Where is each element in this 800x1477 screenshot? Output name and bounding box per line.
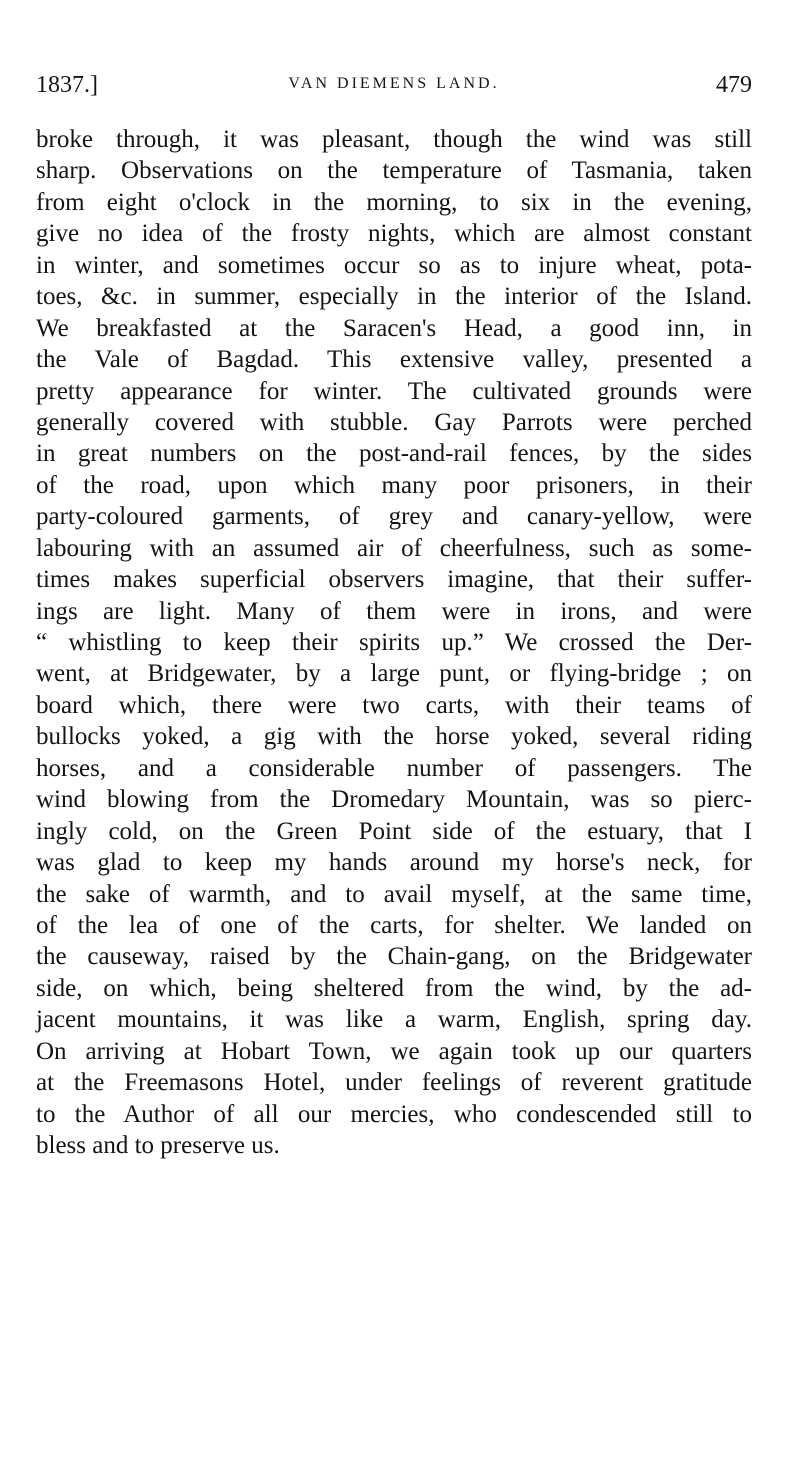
text-line: toes, &c. in summer, especially in the interior of the Island. [36,283,752,311]
text-line: broke through, it was pleasant, though the wind was still [36,126,752,153]
text-line: “ whistling to keep their spirits up.” We crossed the Der- [36,629,752,656]
text-line: wind blowing from the Dromedary Mountain, was so pierc- [36,786,752,814]
text-line: the sake of warmth, and to avail myself, at the same time, [36,880,752,908]
text-line: to the Author of all our mercies, who condescended still to [36,1100,752,1128]
text-line: pretty appearance for winter. The cultivated grounds were [36,377,752,405]
text-line: bullocks yoked, a gig with the horse yoked, several riding [36,723,752,751]
text-line: On arriving at Hobart Town, we again took up our quarters [36,1037,752,1065]
running-head [36,72,752,106]
text-line: was glad to keep my hands around my horse's neck, for [36,849,752,877]
text-line: ings are light. Many of them were in irons, and were [36,597,752,625]
text-line: generally covered with stubble. Gay Parrots were perched [36,408,752,436]
text-line: We breakfasted at the Saracen's Head, a good inn, in [36,314,752,342]
text-line: the causeway, raised by the Chain-gang, on the Bridgewater [36,943,752,971]
text-line: labouring with an assumed air of cheerfulness, such as some- [36,534,752,562]
text-line: sharp. Observations on the temperature of Tasmania, taken [36,157,752,185]
text-line: of the lea of one of the carts, for shelter. We landed on [36,911,752,939]
text-line: give no idea of the frosty nights, which are almost constant [36,220,752,248]
header-title: VAN DIEMENS LAND. [288,75,500,92]
page-number: 479 [716,72,752,98]
body-text [36,124,752,1161]
header-year: 1837.] [36,72,98,98]
text-line: in great numbers on the post-and-rail fences, by the sides [36,440,752,468]
text-line: from eight o'clock in the morning, to six in the evening, [36,188,752,216]
text-line: the Vale of Bagdad. This extensive valley, presented a [36,346,752,374]
text-line: side, on which, being sheltered from the wind, by the ad- [36,974,752,1002]
text-line: ingly cold, on the Green Point side of the estuary, that I [36,817,752,845]
text-line: horses, and a considerable number of passengers. The [36,754,752,782]
text-line: at the Freemasons Hotel, under feelings of reverent gratitude [36,1069,752,1097]
text-line-last: bless and to preserve us. [36,1132,280,1159]
text-line: party-coloured garments, of grey and canary-yellow, were [36,503,752,531]
text-line: jacent mountains, it was like a warm, English, spring day. [36,1006,752,1034]
text-line: times makes superficial observers imagine, that their suffer- [36,566,752,594]
text-line: in winter, and sometimes occur so as to injure wheat, pota- [36,251,752,279]
text-line: went, at Bridgewater, by a large punt, or flying-bridge ; on [36,660,752,688]
text-line: of the road, upon which many poor prisoners, in their [36,471,752,499]
text-line: board which, there were two carts, with their teams of [36,691,752,719]
